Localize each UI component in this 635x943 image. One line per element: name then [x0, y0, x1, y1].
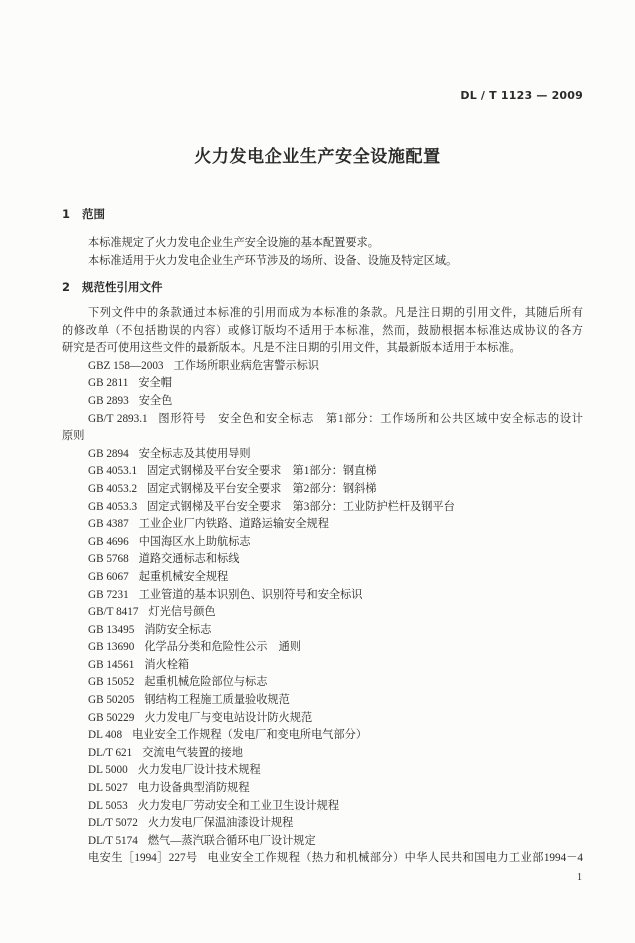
- reference-title: 火力发电厂与变电站设计防火规范: [144, 711, 313, 724]
- reference-item: [62, 833, 583, 851]
- reference-title: 工业管道的基本识别色、识别符号和安全标识: [138, 588, 363, 601]
- section-heading-scope: [62, 206, 105, 222]
- reference-item: [62, 516, 583, 534]
- reference-item: [62, 710, 583, 728]
- document-title: 火力发电企业生产安全设施配置: [194, 147, 441, 167]
- reference-item: [62, 375, 583, 393]
- reference-code: GB 6067: [88, 570, 129, 583]
- intro-line: 的修改单（不包括勘误的内容）或修订版均不适用于本标准，然而，鼓励根据本标准达成协议的各方: [62, 324, 583, 337]
- reference-item: [62, 815, 583, 833]
- reference-item: [62, 674, 583, 692]
- reference-item: [62, 692, 583, 710]
- reference-code: GB/T 8417: [88, 606, 139, 619]
- reference-title: 固定式钢梯及平台安全要求 第2部分：钢斜梯: [147, 482, 377, 495]
- reference-item: [62, 551, 583, 569]
- section-references-body: [62, 305, 583, 868]
- reference-code: GB 50205: [88, 694, 135, 707]
- reference-title-continued: 原则: [62, 430, 85, 443]
- reference-code: GB 4053.3: [88, 500, 138, 513]
- reference-item: [62, 727, 583, 745]
- reference-title: 燃气—蒸汽联合循环电厂设计规定: [147, 834, 316, 847]
- reference-item: [62, 534, 583, 552]
- reference-item: [62, 411, 583, 429]
- reference-title: 图形符号 安全色和安全标志 第1部分：工作场所和公共区域中安全标志的设计: [157, 412, 584, 425]
- reference-code: GB 2894: [88, 447, 129, 460]
- reference-item: [62, 850, 583, 868]
- reference-item: [62, 481, 583, 499]
- reference-code: GB 5768: [88, 553, 129, 566]
- reference-title: 安全帽: [138, 377, 172, 390]
- reference-code: DL 5027: [88, 782, 128, 795]
- reference-item: [62, 745, 583, 763]
- reference-code: GB 7231: [88, 588, 129, 601]
- reference-title: 固定式钢梯及平台安全要求 第3部分：工业防护栏杆及钢平台: [147, 500, 455, 513]
- reference-title: 化学品分类和危险性公示 通则: [144, 641, 301, 654]
- reference-code: DL 408: [88, 729, 123, 742]
- intro-line: 下列文件中的条款通过本标准的引用而成为本标准的条款。凡是注日期的引用文件，其随后所有: [88, 307, 583, 319]
- reference-item: [62, 639, 583, 657]
- reference-item: [62, 604, 583, 622]
- section-title: 范围: [82, 207, 105, 221]
- reference-code: DL/T 5174: [88, 834, 138, 847]
- reference-code: DL 5053: [88, 799, 128, 812]
- reference-item: [62, 780, 583, 798]
- reference-code: 电安生［1994］227号: [88, 852, 198, 865]
- intro-line: 研究是否可使用这些文件的最新版本。凡是不注日期的引用文件，其最新版本适用于本标准。: [62, 342, 521, 355]
- reference-item: [62, 657, 583, 675]
- reference-title: 起重机械危险部位与标志: [144, 676, 268, 689]
- reference-title: 电业安全工作规程（热力和机械部分）中华人民共和国电力工业部1994－4: [207, 852, 583, 865]
- reference-code: GB/T 2893.1: [88, 412, 148, 425]
- reference-title: 电力设备典型消防规程: [137, 782, 250, 795]
- reference-code: DL 5000: [88, 764, 128, 777]
- reference-code: GB 13495: [88, 623, 135, 636]
- reference-title: 安全标志及其使用导则: [138, 447, 251, 460]
- reference-item: [62, 463, 583, 481]
- reference-code: GBZ 158—2003: [88, 359, 164, 372]
- reference-item: [62, 499, 583, 517]
- reference-title: 起重机械安全规程: [138, 570, 229, 583]
- reference-title: 电业安全工作规程（发电厂和变电所电气部分）: [132, 729, 368, 742]
- reference-code: DL/T 621: [88, 746, 133, 759]
- reference-title: 道路交通标志和标线: [138, 553, 240, 566]
- reference-title: 消防安全标志: [144, 623, 212, 636]
- reference-title: 安全色: [138, 394, 173, 407]
- section-number: 2: [62, 280, 71, 294]
- reference-item: [62, 622, 583, 640]
- section-heading-normative-references: [62, 279, 163, 295]
- reference-code: GB 50229: [88, 711, 135, 724]
- reference-item: [62, 762, 583, 780]
- reference-title: 灯光信号颜色: [148, 606, 216, 619]
- reference-title: 消火栓箱: [144, 658, 190, 671]
- reference-item: [62, 393, 583, 411]
- reference-code: GB 13690: [88, 641, 135, 654]
- reference-item: [62, 446, 583, 464]
- reference-item: [62, 569, 583, 587]
- reference-title: 工业企业厂内铁路、道路运输安全规程: [138, 518, 329, 531]
- reference-item: [62, 587, 583, 605]
- reference-title: 火力发电厂设计技术规程: [137, 764, 261, 777]
- section-scope-body: [62, 234, 583, 270]
- reference-item: [62, 798, 583, 816]
- reference-title: 固定式钢梯及平台安全要求 第1部分：钢直梯: [147, 465, 377, 478]
- paragraph: 本标准规定了火力发电企业生产安全设施的基本配置要求。: [88, 237, 379, 249]
- reference-code: GB 2811: [88, 377, 129, 390]
- paragraph: 本标准适用于火力发电企业生产环节涉及的场所、设备、设施及特定区域。: [88, 255, 458, 267]
- page-number: 1: [577, 872, 582, 883]
- reference-item: [62, 358, 583, 376]
- reference-code: GB 14561: [88, 658, 135, 671]
- reference-code: GB 4387: [88, 518, 129, 531]
- reference-title: 火力发电厂保温油漆设计规程: [147, 817, 294, 830]
- reference-code: GB 15052: [88, 676, 135, 689]
- section-title: 规范性引用文件: [82, 280, 163, 294]
- section-number: 1: [62, 207, 71, 221]
- reference-title: 中国海区水上助航标志: [138, 535, 251, 548]
- reference-code: GB 4053.1: [88, 465, 138, 478]
- reference-title: 交流电气装置的接地: [142, 746, 243, 759]
- reference-code: GB 4696: [88, 535, 129, 548]
- reference-title: 钢结构工程施工质量验收规范: [144, 694, 290, 707]
- reference-title: 火力发电厂劳动安全和工业卫生设计规程: [137, 799, 340, 812]
- reference-code: GB 4053.2: [88, 482, 138, 495]
- reference-code: DL/T 5072: [88, 817, 138, 830]
- reference-title: 工作场所职业病危害警示标识: [173, 359, 319, 372]
- reference-code: GB 2893: [88, 394, 129, 407]
- standard-code-header: DL / T 1123 — 2009: [460, 89, 583, 102]
